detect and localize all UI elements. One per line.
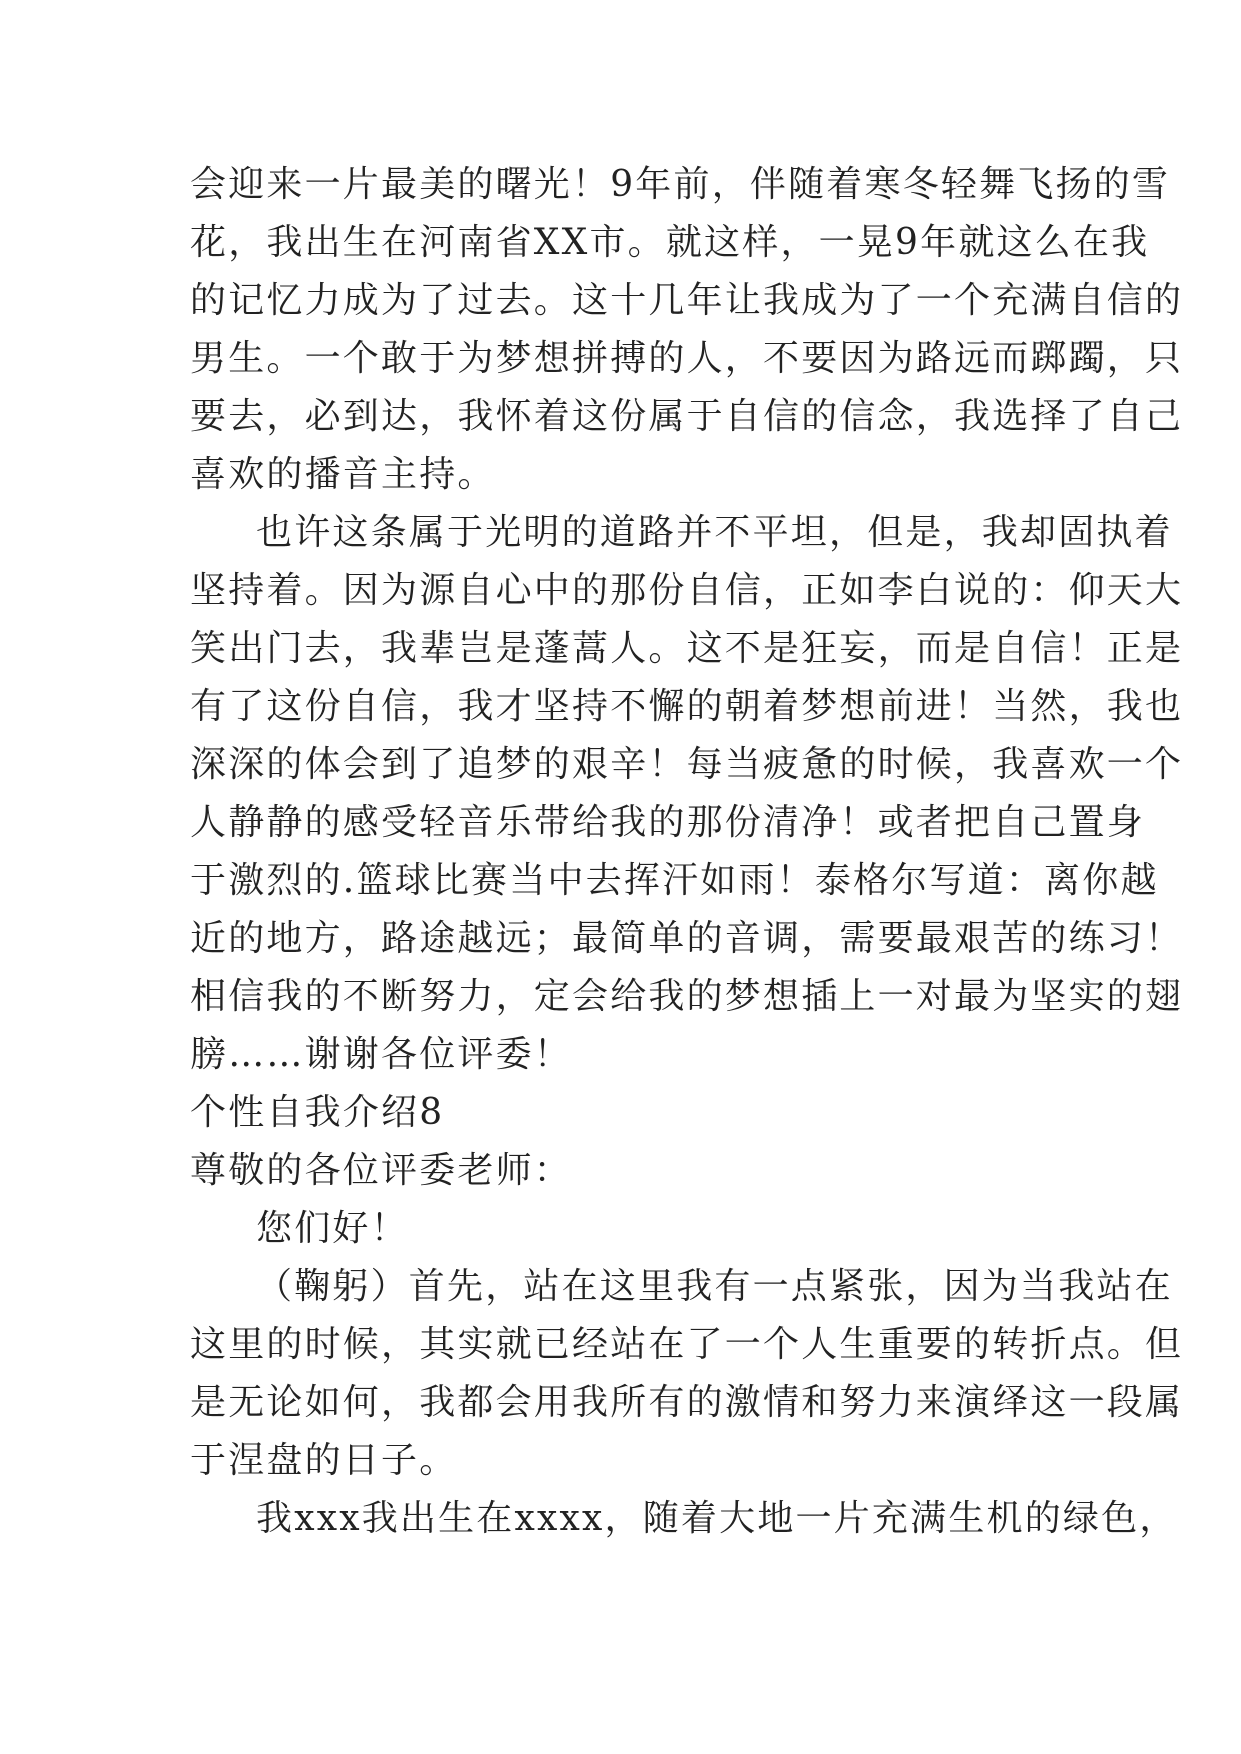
text-line: 近的地方，路途越远；最简单的音调，需要最艰苦的练习！ (190, 918, 1184, 959)
text-line: 膀……谢谢各位评委！ (190, 1034, 573, 1075)
text-line: 男生。一个敢于为梦想拼搏的人，不要因为路远而踯躅，只 (190, 338, 1184, 379)
text-line: 喜欢的播音主持。 (190, 454, 496, 495)
text-line: 人静静的感受轻音乐带给我的那份清净！或者把自己置身 (190, 802, 1146, 843)
text-line: 是无论如何，我都会用我所有的激情和努力来演绎这一段属 (190, 1382, 1184, 1423)
document-body (190, 156, 1184, 1548)
paragraph-first-line: 也许这条属于光明的道路并不平坦，但是，我却固执着 (256, 512, 1173, 553)
text-line: 深深的体会到了追梦的艰辛！每当疲惫的时候，我喜欢一个 (190, 744, 1184, 785)
paragraph-first-line: （鞠躬）首先，站在这里我有一点紧张，因为当我站在 (256, 1266, 1173, 1307)
section-heading: 个性自我介绍8 (190, 1092, 445, 1133)
text-line: 的记忆力成为了过去。这十几年让我成为了一个充满自信的 (190, 280, 1184, 321)
greeting: 您们好！ (256, 1208, 409, 1249)
text-line: 于涅盘的日子。 (190, 1440, 458, 1481)
text-line: 会迎来一片最美的曙光！9年前，伴随着寒冬轻舞飞扬的雪 (190, 164, 1171, 205)
text-line: 有了这份自信，我才坚持不懈的朝着梦想前进！当然，我也 (190, 686, 1184, 727)
text-line: 要去，必到达，我怀着这份属于自信的信念，我选择了自己 (190, 396, 1184, 437)
text-line: 于激烈的.篮球比赛当中去挥汗如雨！泰格尔写道：离你越 (190, 860, 1159, 901)
paragraph-first-line: 我xxx我出生在xxxx，随着大地一片充满生机的绿色， (256, 1498, 1178, 1539)
text-line: 笑出门去，我辈岂是蓬蒿人。这不是狂妄，而是自信！正是 (190, 628, 1184, 669)
text-line: 坚持着。因为源自心中的那份自信，正如李白说的：仰天大 (190, 570, 1184, 611)
text-line: 花，我出生在河南省XX市。就这样，一晃9年就这么在我 (190, 222, 1150, 263)
text-line: 相信我的不断努力，定会给我的梦想插上一对最为坚实的翅 (190, 976, 1184, 1017)
salutation: 尊敬的各位评委老师： (190, 1150, 573, 1191)
text-line: 这里的时候，其实就已经站在了一个人生重要的转折点。但 (190, 1324, 1184, 1365)
